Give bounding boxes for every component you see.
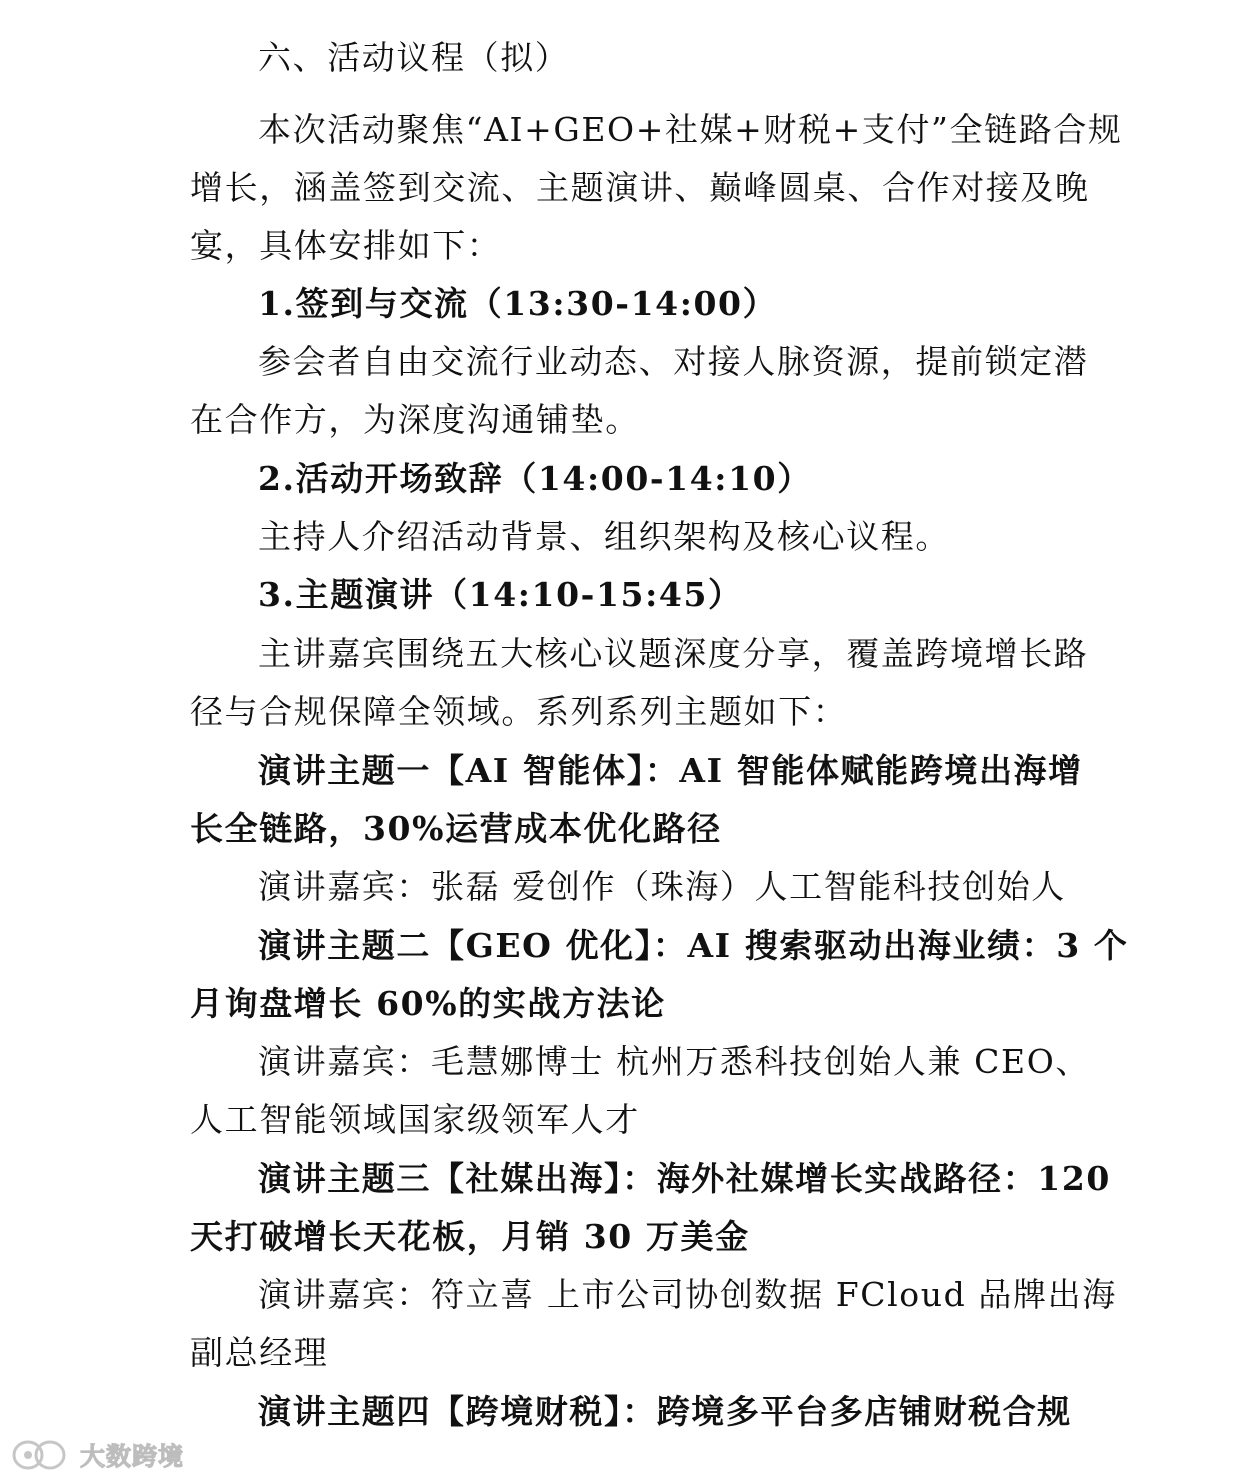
talk-topic: 长全链路，30%运营成本优化路径 xyxy=(190,809,722,848)
talk-topic: 演讲主题四【跨境财税】：跨境多平台多店铺财税合规 xyxy=(258,1392,1072,1431)
talk-speaker: 演讲嘉宾：符立喜 上市公司协创数据 FCloud 品牌出海 xyxy=(258,1275,1117,1314)
session-title: 1.签到与交流（13:30-14:00） xyxy=(258,284,778,323)
talk-topic: 演讲主题一【AI 智能体】：AI 智能体赋能跨境出海增 xyxy=(258,751,1083,790)
talk-speaker: 人工智能领域国家级领军人才 xyxy=(190,1100,640,1139)
talk-topic: 月询盘增长 60%的实战方法论 xyxy=(190,984,666,1023)
session-title: 3.主题演讲（14:10-15:45） xyxy=(258,575,743,614)
session-desc: 在合作方，为深度沟通铺垫。 xyxy=(190,400,640,439)
intro-line: 本次活动聚焦“AI+GEO+社媒+财税+支付”全链路合规 xyxy=(258,110,1123,149)
talk-speaker: 演讲嘉宾：张磊 爱创作（珠海）人工智能科技创始人 xyxy=(258,867,1066,906)
section-heading: 六、活动议程（拟） xyxy=(258,38,570,77)
session-desc: 径与合规保障全领域。系列系列主题如下： xyxy=(190,692,848,731)
session-desc: 参会者自由交流行业动态、对接人脉资源，提前锁定潜 xyxy=(258,342,1089,381)
session-title: 2.活动开场致辞（14:00-14:10） xyxy=(258,459,812,498)
talk-topic: 演讲主题三【社媒出海】：海外社媒增长实战路径：120 xyxy=(258,1159,1111,1198)
intro-line: 宴，具体安排如下： xyxy=(190,226,502,265)
talk-topic: 天打破增长天花板，月销 30 万美金 xyxy=(190,1217,750,1256)
session-desc: 主讲嘉宾围绕五大核心议题深度分享，覆盖跨境增长路 xyxy=(258,634,1089,673)
talk-topic: 演讲主题二【GEO 优化】：AI 搜索驱动出海业绩：3 个 xyxy=(258,926,1129,965)
intro-line: 增长，涵盖签到交流、主题演讲、巅峰圆桌、合作对接及晚 xyxy=(190,168,1090,207)
watermark-logo-icon xyxy=(10,1438,72,1472)
watermark xyxy=(10,1435,184,1475)
talk-speaker: 副总经理 xyxy=(190,1333,329,1372)
session-desc: 主持人介绍活动背景、组织架构及核心议程。 xyxy=(258,517,950,556)
watermark-text: 大数跨境 xyxy=(80,1442,185,1471)
talk-speaker: 演讲嘉宾：毛慧娜博士 杭州万悉科技创始人兼 CEO、 xyxy=(258,1042,1090,1081)
